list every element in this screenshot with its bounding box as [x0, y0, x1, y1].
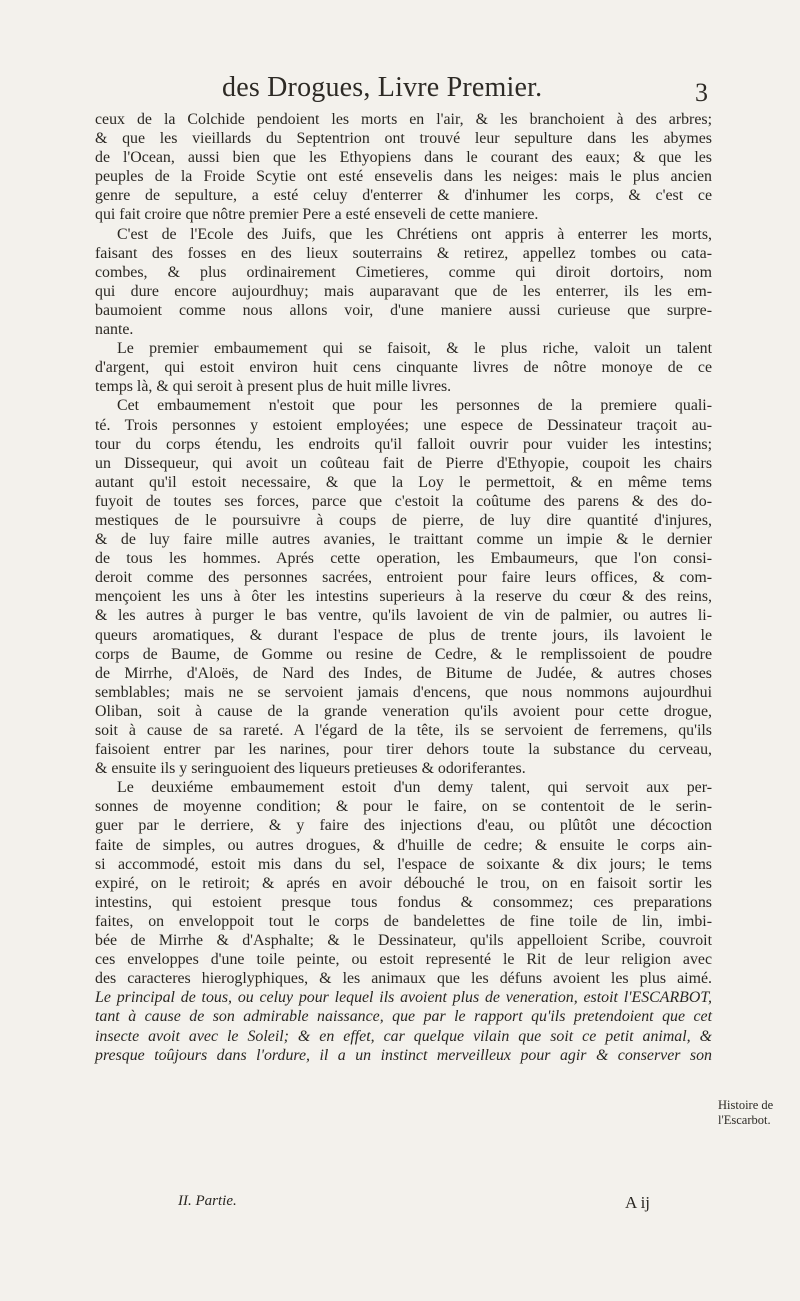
text-line: & ensuite ils y seringuoient des liqueurs pretieuses & odoriferantes.: [95, 760, 526, 778]
text-line: mençoient les uns à ôter les intestins superieurs à la reserve du cœur & des reins,: [95, 588, 712, 606]
text-line: ces enveloppes d'une toile peinte, ou estoit representé le Rit de leur religion avec: [95, 951, 712, 969]
signature-mark: II. Partie.: [178, 1193, 237, 1209]
text-line: semblables; mais ne se servoient jamais d'encens, que nous nommons aujourdhui: [95, 683, 712, 701]
text-line: de Mirrhe, d'Aloës, de Nard des Indes, de Bitume de Judée, & autres choses: [95, 664, 712, 682]
main-text: [95, 110, 712, 1065]
signature-leaf: A ij: [625, 1193, 651, 1212]
text-line: un Dissequeur, qui avoit un coûteau fait de Pierre d'Ethyopie, coupoit les chairs: [95, 454, 712, 472]
text-line: corps de Baume, de Gomme ou resine de Cedre, & le remplissoient de poudre: [95, 645, 712, 663]
text-line: temps là, & qui seroit à present plus de huit mille livres.: [95, 378, 452, 396]
text-line: Le deuxiéme embaumement estoit d'un demy talent, qui servoit aux per-: [117, 779, 712, 797]
text-line: mestiques de le poursuivre à coups de pierre, de luy dire quantité d'injures,: [95, 511, 712, 529]
text-line: baumoient comme nous allons voir, d'une maniere aussi curieuse que surpre-: [95, 301, 712, 319]
text-line: faites, on enveloppoit tout le corps de bandelettes de fine toile de lin, imbi-: [95, 912, 712, 930]
text-line: qui dure encore aujourdhuy; mais auparavant que de les enterrer, ils les em-: [95, 282, 712, 300]
text-line: & de luy faire mille autres avanies, le traittant comme un impie & le dernier: [95, 531, 712, 549]
text-line: deroit comme des personnes sacrées, entroient pour faire leurs offices, & com-: [95, 569, 712, 587]
page-number: 3: [695, 78, 708, 107]
text-line: nante.: [95, 321, 134, 339]
text-line: intestins, qui estoient presque tous fondus & consommez; ces preparations: [95, 893, 712, 911]
text-line: genre de sepulture, a esté celuy d'enterrer & d'inhumer les corps, & c'est ce: [95, 187, 712, 205]
text-line: qui fait croire que nôtre premier Pere a esté enseveli de cette maniere.: [95, 206, 539, 224]
text-line: sonnes de moyenne condition; & pour le faire, on se contentoit de le serin-: [95, 798, 712, 816]
text-line: des caracteres hieroglyphiques, & les animaux que les défuns avoient les plus aimé.: [95, 970, 712, 988]
text-line: C'est de l'Ecole des Juifs, que les Chrétiens ont appris à enterrer les morts,: [117, 225, 712, 243]
margin-note-line: Histoire de: [718, 1098, 774, 1112]
text-line: soit à cause de sa rareté. A l'égard de la tête, ils se servoient de ferremens, qu'ils: [95, 722, 712, 739]
text-line: combes, & plus ordinairement Cimetieres, comme qui diroit dortoirs, nom: [95, 263, 712, 281]
text-line: faite de simples, ou autres drogues, & d'huille de cedre; & ensuite le corps ain-: [95, 836, 712, 854]
text-line: Le premier embaumement qui se faisoit, & le plus riche, valoit un talent: [117, 340, 712, 358]
text-line: de l'Ocean, aussi bien que les Ethyopiens dans le courant des eaux; & que les: [95, 149, 712, 167]
text-line: expiré, on le retiroit; & aprés en avoir débouché le trou, on en faisoit sortir les: [95, 874, 712, 892]
running-title: des Drogues, Livre Premier.: [222, 72, 543, 103]
text-line: tant à cause de son admirable naissance, que par le rapport qu'ils pretendoient que cet: [95, 1008, 712, 1026]
text-line: faisant des fosses en des lieux souterrains & retirez, appellez tombes ou cata-: [95, 244, 712, 262]
text-line: de tous les hommes. Aprés cette operation, les Embaumeurs, que l'on consi-: [95, 550, 712, 568]
text-line: ceux de la Colchide pendoient les morts en l'air, & les branchoient à des arbres;: [95, 111, 712, 128]
margin-note-line: l'Escarbot.: [718, 1113, 771, 1127]
text-line: autant qu'il estoit necessaire, & que la Loy le permettoit, & en même tems: [95, 473, 712, 491]
text-line: d'argent, qui estoit environ huit cens cinquante livres de nôtre monoye de ce: [95, 359, 712, 377]
text-line: tour du corps étendu, les endroits qu'il falloit ouvrir pour vuider les intestins;: [95, 435, 712, 453]
text-line: presque toûjours dans l'ordure, il a un instinct merveilleux pour agir & conserver son: [95, 1046, 712, 1064]
text-line: Le principal de tous, ou celuy pour lequel ils avoient plus de veneration, estoit l'ESCARBOT,: [95, 989, 712, 1007]
text-line: fuyoit de toutes ses forces, parce que c'estoit la coûtume des parens & des do-: [95, 492, 712, 510]
text-line: bée de Mirrhe & d'Asphalte; & le Dessinateur, qu'ils appelloient Scribe, couvroit: [95, 932, 712, 950]
text-line: té. Trois personnes y estoient employées; une espece de Dessinateur traçoit au-: [95, 416, 712, 434]
margin-note: [718, 1098, 800, 1128]
text-line: si accommodé, estoit mis dans du sel, l'espace de soixante & dix jours; le tems: [95, 855, 712, 873]
text-line: & les autres à purger le bas ventre, qu'ils lavoient de vin de palmier, ou autres li-: [95, 607, 712, 625]
text-line: faisoient entrer par les narines, pour tirer dehors toute la substance du cerveau,: [95, 741, 712, 759]
text-line: peuples de la Froide Scytie ont esté ensevelis dans les neiges: mais le plus ancien: [95, 168, 712, 186]
text-line: guer par le derriere, & y faire des injections d'eau, ou plûtôt une décoction: [95, 817, 712, 835]
text-line: & que les vieillards du Septentrion ont trouvé leur sepulture dans les abymes: [95, 130, 712, 148]
text-line: Cet embaumement n'estoit que pour les personnes de la premiere quali-: [117, 397, 712, 415]
text-line: insecte avoit avec le Soleil; & en effet, car quelque vilain que soit ce petit animal, &: [95, 1027, 712, 1045]
text-line: Oliban, soit à cause de la grande veneration qu'ils avoient pour cette drogue,: [95, 702, 712, 720]
text-line: queurs aromatiques, & durant l'espace de plus de trente jours, ils lavoient le: [95, 626, 712, 644]
